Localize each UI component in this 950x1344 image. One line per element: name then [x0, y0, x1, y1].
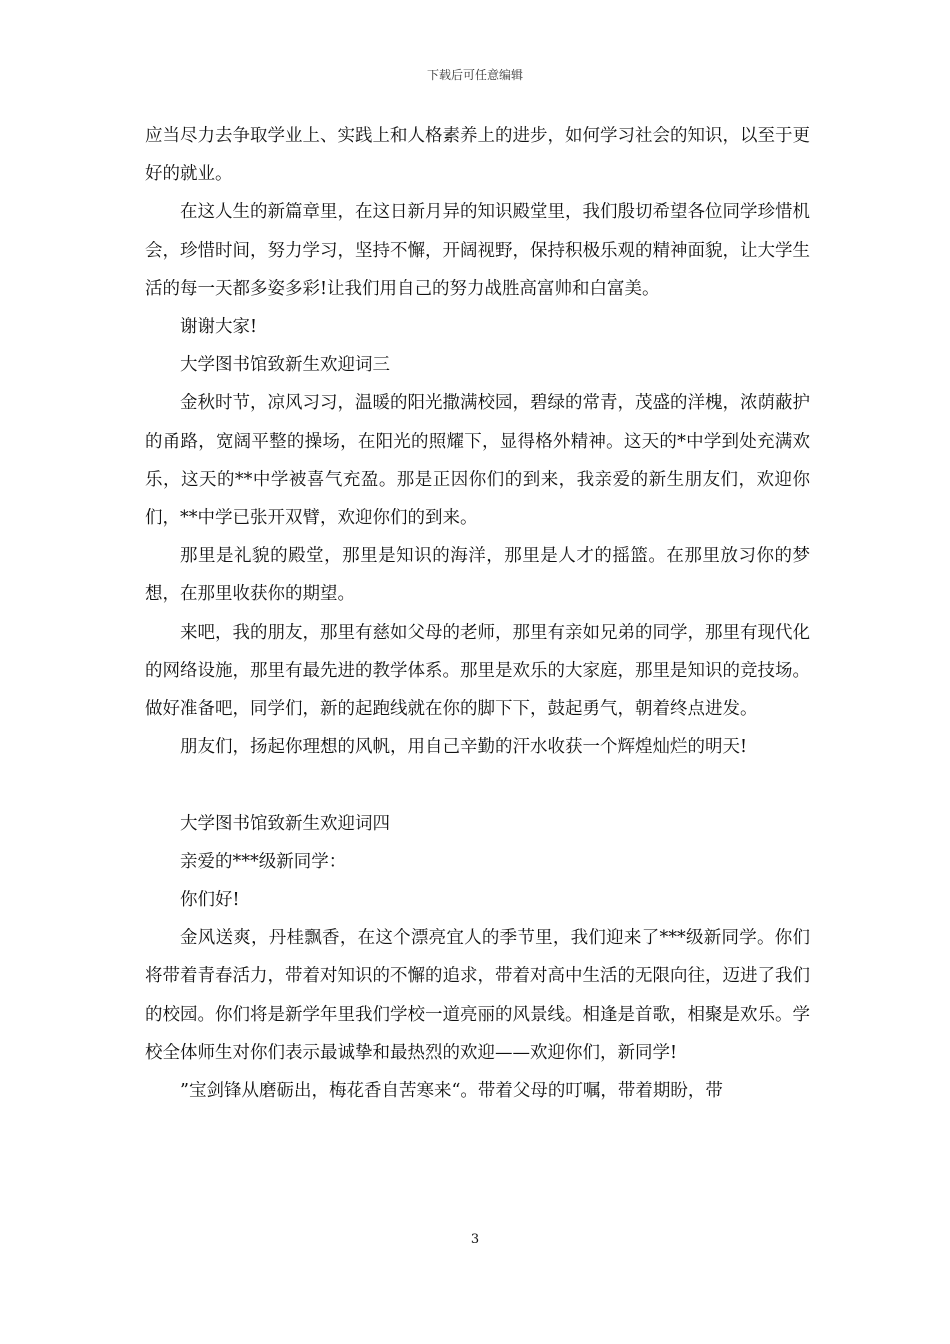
page-header: 下载后可任意编辑: [426, 68, 523, 82]
paragraph-autumn: 金秋时节，凉风习习，温暖的阳光撒满校园，碧绿的常青，茂盛的洋槐，浓荫蔽护的甬路，宽阔平整的操场，在阳光的照耀下，显得格外精神。这天的*中学到处充满欢乐，这天的**中学被喜气充盈。那是正因你们的到来，我亲爱的新生朋友们，欢迎你们，**中学已张开双臂，欢迎你们的到来。: [145, 393, 810, 529]
paragraph-friends: 朋友们，扬起你理想的风帆，用自己辛勤的汗水收获一个辉煌灿烂的明天!: [180, 737, 748, 758]
paragraph-hall: 那里是礼貌的殿堂，那里是知识的海洋，那里是人才的摇篮。在那里放习你的梦想，在那里收获你的期望。: [145, 546, 810, 605]
section-title-three: 大学图书馆致新生欢迎词三: [180, 355, 390, 376]
paragraph-hope: 在这人生的新篇章里，在这日新月异的知识殿堂里，我们殷切希望各位同学珍惜机会，珍惜时间，努力学习，坚持不懈，开阔视野，保持积极乐观的精神面貌，让大学生活的每一天都多姿多彩!让我们用自己的努力战胜高富帅和白富美。: [145, 202, 810, 299]
section-title-four: 大学图书馆致新生欢迎词四: [180, 813, 390, 834]
paragraph-sword: ”宝剑锋从磨砺出，梅花香自苦寒来“。带着父母的叮嘱，带着期盼，带: [180, 1081, 723, 1102]
paragraph-continuation: 应当尽力去争取学业上、实践上和人格素养上的进步，如何学习社会的知识，以至于更好的就业。: [145, 126, 810, 185]
blank-line: [145, 766, 810, 804]
page-number: 3: [470, 1232, 480, 1247]
paragraph-come: 来吧，我的朋友，那里有慈如父母的老师，那里有亲如兄弟的同学，那里有现代化的网络设施，那里有最先进的教学体系。那里是欢乐的大家庭，那里是知识的竞技场。做好准备吧，同学们，新的起跑线就在你的脚下下，鼓起勇气，朝着终点进发。: [145, 622, 810, 720]
document-body: [145, 117, 810, 1110]
paragraph-welcome: 金风送爽，丹桂飘香，在这个漂亮宜人的季节里，我们迎来了***级新同学。你们将带着青春活力，带着对知识的不懈的追求，带着对高中生活的无限向往，迈进了我们的校园。你们将是新学年里我们学校一道亮丽的风景线。相逢是首歌，相聚是欢乐。学校全体师生对你们表示最诚挚和最热烈的欢迎——欢迎你们，新同学!: [145, 928, 810, 1063]
greeting: 你们好!: [180, 890, 240, 911]
paragraph-thanks: 谢谢大家!: [180, 317, 258, 338]
salutation: 亲爱的***级新同学：: [180, 851, 347, 872]
